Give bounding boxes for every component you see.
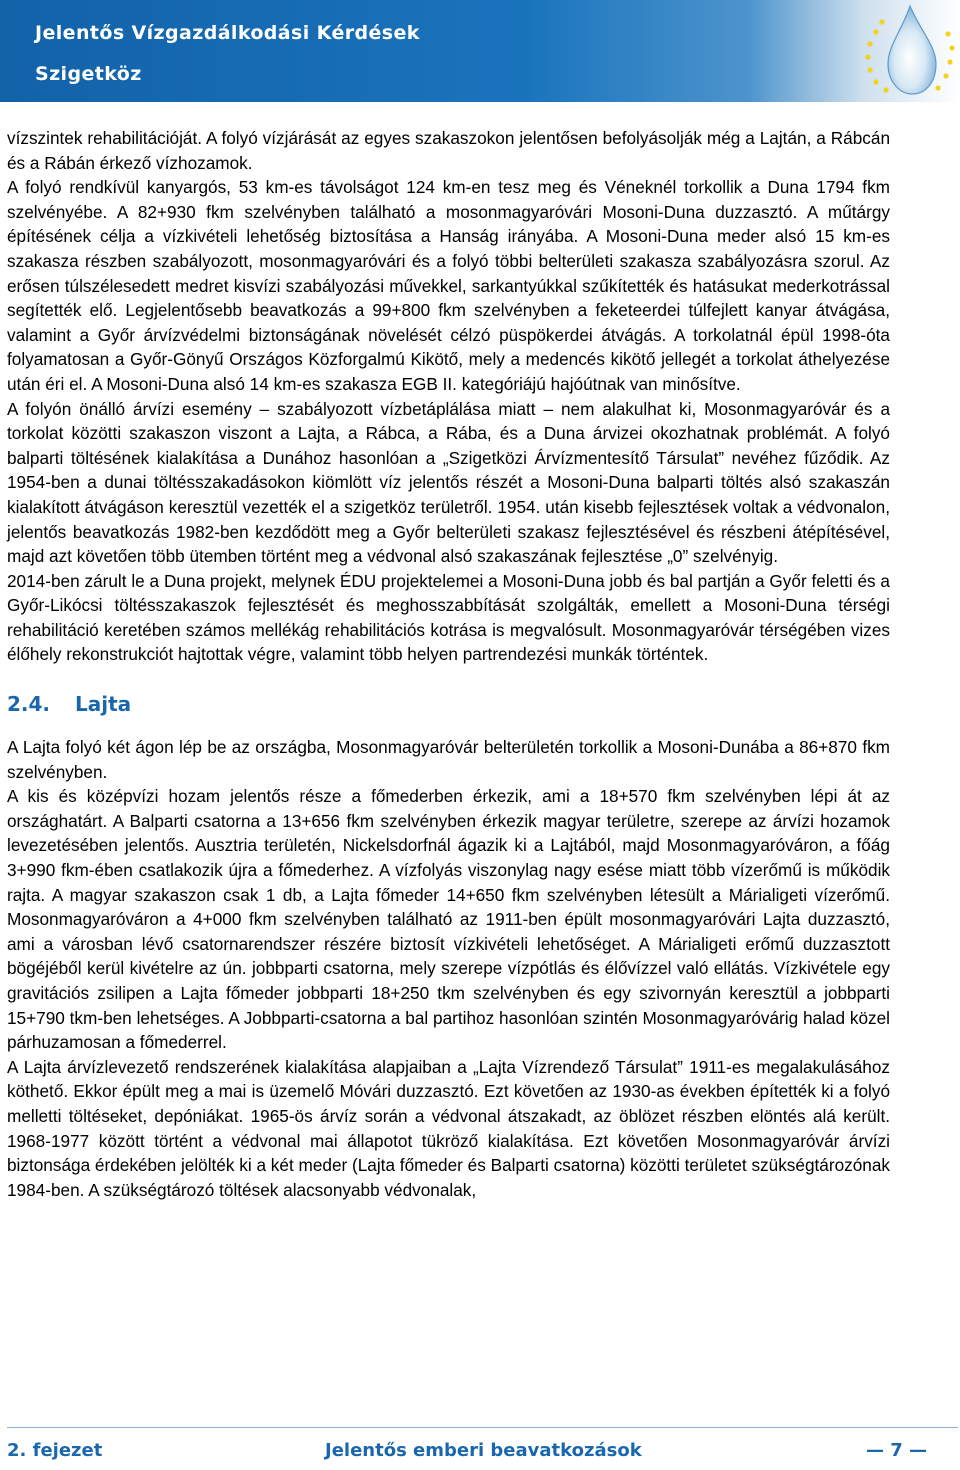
paragraph: A Lajta árvízlevezető rendszerének kialakítása alapjaiban a „Lajta Vízrendező Társulat” 1911-es megalakulásához köthető. Ekkor épült meg a mai is üzemelő Móvári duzzasztó. Ezt követően az 1930-as években építették ki a folyó melletti töltéseket, depóniákat. 1965-ös árvíz során a védvonal átszakadt, az öblözet részben elöntés alá került. 1968-1977 között történt a védvonal mai állapotot tükröző kialakítása. Ezt követően Mosonmagyaróvár árvízi biztonsága érdekében jelölték ki a két meder (Lajta főmeder és Balparti csatorna) közötti területet szükségtározónak 1984-ben. A szükségtározó töltések alacsonyabb védvonalak,: [7, 1056, 890, 1200]
paragraph: A folyó rendkívül kanyargós, 53 km-es távolságot 124 km-en tesz meg és Véneknél torkollik a Duna 1794 fkm szelvényébe. A 82+930 fkm szelvényben található a mosonmagyaróvári Mosoni-Duna duzzasztó. A műtárgy építésének célja a vízkivételi lehetőség biztosítása a Hanság irányába. A Mosoni-Duna meder alsó 15 km-es szakasza részben szabályozott, mosonmagyaróvári és a folyó többi belterületi szakasza szabályozásra szorul. Az erősen túlszélesedett medret kisvízi szabályozási művekkel, sarkantyúkkal szűkítették és hatásukat mederkotrással segítették elő. Legjelentősebb beavatkozás a 99+800 fkm szelvényben a feketeerdei túlfejlett kanyar átvágása, valamint a Győr árvízvédelmi biztonságának növelését célzó püspökerdei átvágás. A torkolatnál épül 1998-óta folyamatosan a Győr-Gönyű Országos Közforgalmú Kikötő, mely a medencés kikötő jellegét a torkolat áthelyezése után éri el. A Mosoni-Duna alsó 14 km-es szakasza EGB II. kategóriájú hajóútnak van minősítve.: [7, 177, 890, 394]
footer-chapter: 2. fejezet: [7, 1440, 103, 1461]
paragraph: A kis és középvízi hozam jelentős része a főmederben érkezik, ami a 18+570 fkm szelvényben lépi át az országhatárt. A Balparti csatorna a 13+656 fkm szelvényben érkezik magyar területre, szerepe az árvízi hozamok levezetésében jelentős. Ausztria területén, Nickelsdorfnál ágazik ki a Lajtából, majd Mosonmagyaróváron, a főág 3+990 fkm-ében csatlakozik újra a főmederhez. A vízfolyás viszonylag nagy esése miatt több vízerőmű is működik rajta. A magyar szakaszon csak 1 db, a Lajta főmeder 14+650 fkm szelvényben létesült a Márialigeti vízerőmű. Mosonmagyaróváron a 4+000 fkm szelvényben található az 1911-ben épült mosonmagyaróvári Lajta duzzasztó, ami a városban lévő csatornarendszer részére biztosít vízkivételi lehetőséget. A Márialigeti erőmű duzzasztott bögéjéből kerül kivételre az ún. jobbparti csatorna, mely szerepe vízpótlás és élővízzel való ellátás. Vízkivétele egy gravitációs zsilipen a Lajta főmeder jobbparti 18+250 tkm szelvényben és egy szivornyán keresztül a jobbparti 15+790 tkm-ben lehetséges. A Jobbparti-csatorna a bal partihoz hasonlóan szintén Mosonmagyaróvárig halad közel párhuzamosan a főmederrel.: [7, 786, 890, 1053]
section-number: 2.4.: [7, 692, 51, 717]
water-drop-eu-stars-icon: [858, 2, 958, 98]
page-number: — 7 —: [865, 1440, 927, 1461]
header-subtitle: Szigetköz: [35, 63, 142, 85]
section-title: Lajta: [75, 692, 132, 717]
header-title: Jelentős Vízgazdálkodási Kérdések: [35, 22, 420, 44]
page-header: [0, 0, 960, 102]
footer-chapter-title: Jelentős emberi beavatkozások: [325, 1440, 642, 1461]
paragraph: A Lajta folyó két ágon lép be az országba, Mosonmagyaróvár belterületén torkollik a Mosoni-Dunába a 86+870 fkm szelvényben.: [7, 737, 890, 782]
section-heading: [7, 689, 890, 719]
document-body: [7, 126, 890, 1202]
footer-divider: [7, 1427, 958, 1428]
paragraph: 2014-ben zárult le a Duna projekt, melynek ÉDU projektelemei a Mosoni-Duna jobb és bal partján a Győr feletti és a Győr-Likócsi töltésszakaszok fejlesztését és meghosszabbítását szolgálták, emellett a Mosoni-Duna térségi rehabilitáció keretében számos mellékág rehabilitációs kotrása is megvalósult. Mosonmagyaróvár térségében vizes élőhely rekonstrukciót hajtottak végre, valamint több helyen partrendezési munkák történtek.: [7, 570, 890, 665]
paragraph: A folyón önálló árvízi esemény – szabályozott vízbetáplálása miatt – nem alakulhat ki, Mosonmagyaróvár és a torkolat közötti szakaszon viszont a Lajta, a Rábca, a Rába, és a Duna árvizei okozhatnak problémát. A folyó balparti töltésének kialakítása a Dunához hasonlóan a „Szigetközi Árvízmentesítő Társulat” nevéhez fűződik. Az 1954-ben a dunai töltésszakadásokon kiömlött víz jelentős részét a Mosoni-Duna balparti töltés alsó szakaszán kialakított átvágáson keresztül vezették el a szigetköz területről. 1954. után kisebb fejlesztések voltak a védvonalon, jelentős beavatkozás 1982-ben kezdődött meg a Győr belterületi szakasz fejlesztésével és részbeni átépítésével, majd azt követően több ütemben történt meg a védvonal alsó szakaszának fejlesztése „0” szelvényig.: [7, 398, 890, 567]
page-footer: [7, 1440, 927, 1468]
paragraph: vízszintek rehabilitációját. A folyó vízjárását az egyes szakaszokon jelentősen befolyásolják még a Lajtán, a Rábcán és a Rábán érkező vízhozamok.: [7, 128, 890, 173]
